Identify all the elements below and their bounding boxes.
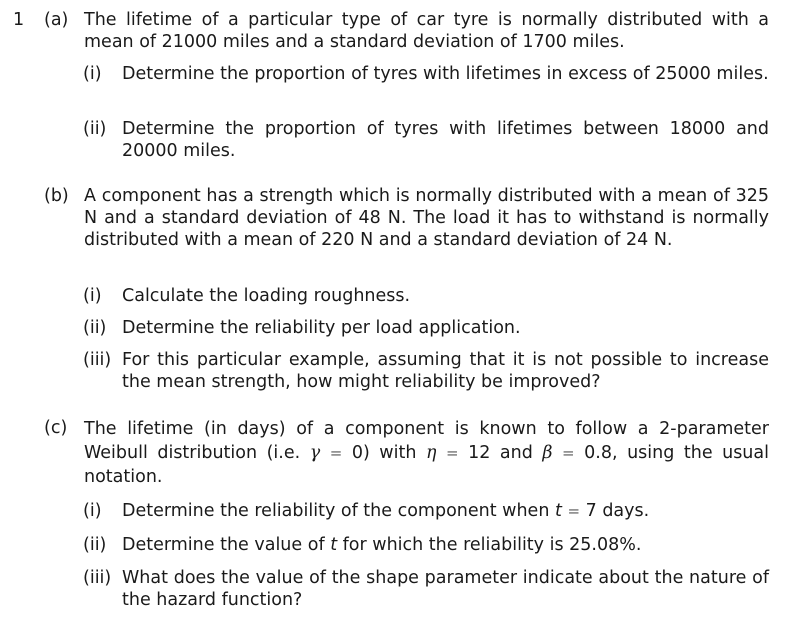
gamma-equals: = — [329, 444, 343, 462]
part-c-iii-text: What does the value of the shape parameter indicate about the nature of the hazard function? — [122, 568, 769, 610]
part-b — [44, 185, 769, 251]
part-c-i-text-2: days. — [602, 501, 650, 521]
part-c-ii-label: (ii) — [83, 535, 107, 555]
gamma-symbol: γ — [309, 443, 321, 463]
part-b-i — [83, 285, 769, 307]
question-number: 1 — [13, 10, 25, 30]
part-c-i — [83, 500, 769, 522]
part-c-label: (c) — [44, 418, 68, 438]
part-a-i — [83, 63, 769, 85]
part-c-ii-text-2: for which the reliability is 25.08%. — [342, 535, 642, 555]
part-c-i-text — [122, 500, 769, 522]
part-c-text-1: The lifetime (in days) of a component is known to follow a 2-parameter Weibull distribution (i.e. — [84, 419, 769, 463]
part-c-text-2: ) with — [362, 443, 417, 463]
part-a — [44, 9, 769, 53]
part-b-i-text: Calculate the loading roughness. — [122, 286, 411, 306]
part-c-ii-text-1: Determine the value of — [122, 535, 325, 555]
t-symbol: t — [555, 501, 562, 521]
part-c — [44, 417, 769, 489]
part-b-ii — [83, 317, 769, 339]
beta-equals: = — [562, 444, 575, 462]
part-c-iii-label: (iii) — [83, 568, 112, 588]
part-c-text-4: , using the usual notation. — [84, 443, 769, 487]
eta-value: 12 — [468, 443, 491, 463]
part-c-ii — [83, 534, 769, 556]
beta-value: 0.8 — [584, 443, 612, 463]
t-symbol-2: t — [330, 535, 338, 555]
part-a-ii-text: Determine the proportion of tyres with lifetimes between 18000 and 20000 miles. — [122, 119, 769, 161]
part-c-i-text-1: Determine the reliability of the component when — [122, 501, 550, 521]
part-c-ii-text — [122, 534, 769, 556]
part-a-ii-label: (ii) — [83, 119, 107, 139]
part-a-text: The lifetime of a particular type of car tyre is normally distributed with a mean of 21000 miles and a standard deviation of 1700 miles. — [84, 10, 769, 52]
part-b-iii-text: For this particular example, assuming that it is not possible to increase the mean strength, how might reliability be improved? — [122, 350, 769, 392]
t-value: 7 — [585, 501, 597, 521]
part-c-iii — [83, 567, 769, 611]
part-c-i-label: (i) — [83, 501, 102, 521]
part-b-ii-label: (ii) — [83, 318, 107, 338]
part-a-i-label: (i) — [83, 64, 102, 84]
part-b-text: A component has a strength which is normally distributed with a mean of 325 N and a standard deviation of 48 N. The load it has to withstand is normally distributed with a mean of 220 N and a standard deviation of 24 N. — [84, 186, 769, 250]
eta-symbol: η — [425, 443, 437, 463]
part-a-i-text: Determine the proportion of tyres with lifetimes in excess of 25000 miles. — [122, 64, 769, 84]
t-equals: = — [567, 502, 581, 520]
part-a-ii — [83, 118, 769, 162]
part-b-i-label: (i) — [83, 286, 102, 306]
part-c-text-3: and — [499, 443, 533, 463]
part-b-label: (b) — [44, 186, 69, 206]
beta-symbol: β — [542, 443, 553, 463]
gamma-value: 0 — [351, 443, 363, 463]
part-a-label: (a) — [44, 10, 69, 30]
part-b-iii-label: (iii) — [83, 350, 112, 370]
eta-equals: = — [446, 444, 459, 462]
part-b-iii — [83, 349, 769, 393]
part-c-text — [84, 417, 769, 489]
part-b-ii-text: Determine the reliability per load application. — [122, 318, 521, 338]
